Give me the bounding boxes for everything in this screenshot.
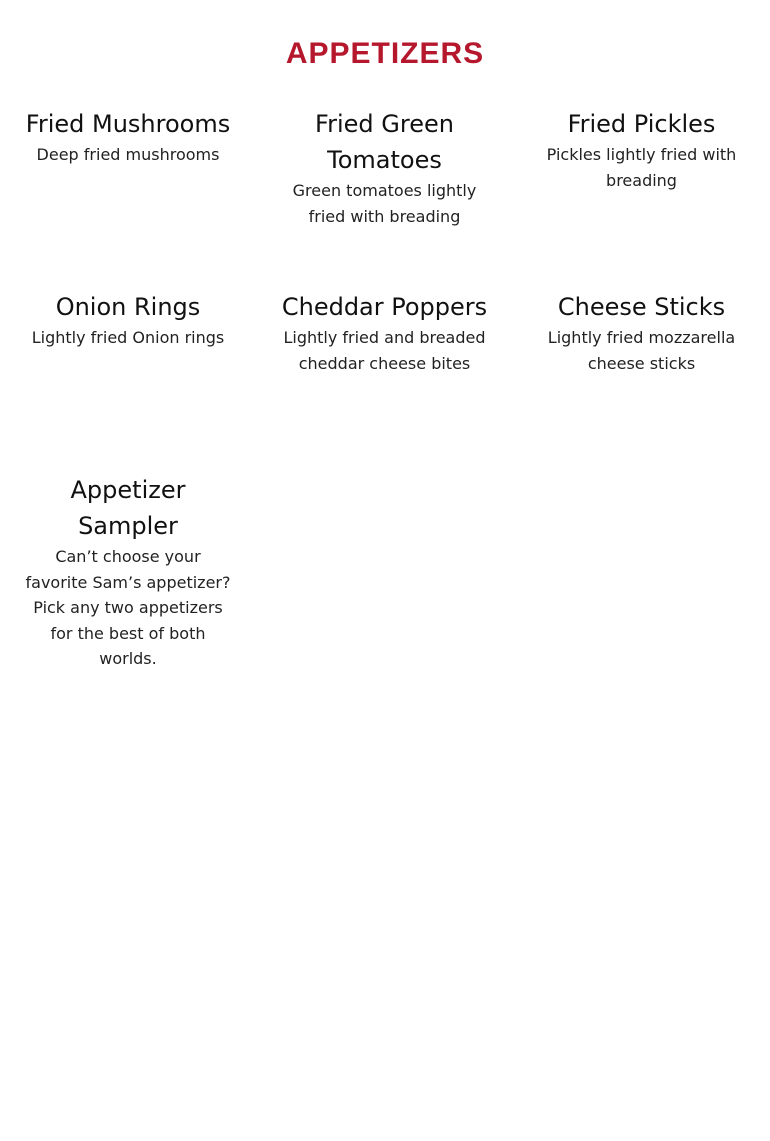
item-description: Lightly fried Onion rings	[31, 328, 225, 347]
menu-item-appetizer-sampler	[0, 472, 256, 668]
menu-items-grid	[0, 106, 770, 668]
menu-item-cheese-sticks	[513, 289, 770, 472]
item-description: Deep fried mushrooms	[36, 145, 220, 164]
item-name: Onion Rings	[55, 293, 201, 321]
item-description: Lightly fried and breaded cheddar cheese bites	[283, 328, 486, 373]
item-description: Pickles lightly fried with breading	[546, 145, 737, 190]
item-description: Lightly fried mozzarella cheese sticks	[547, 328, 736, 373]
item-name: Cheese Sticks	[557, 293, 726, 321]
menu-item-cheddar-poppers	[256, 289, 513, 472]
item-name: Cheddar Poppers	[281, 293, 488, 321]
section-title: APPETIZERS	[285, 37, 485, 70]
menu-item-fried-mushrooms	[0, 106, 256, 289]
item-name: Fried Pickles	[567, 110, 716, 138]
item-name: Appetizer Sampler	[70, 476, 186, 540]
item-name: Fried Green Tomatoes	[315, 110, 454, 174]
menu-item-fried-pickles	[513, 106, 770, 289]
item-name: Fried Mushrooms	[25, 110, 231, 138]
menu-item-fried-green-tomatoes	[256, 106, 513, 289]
item-description: Can’t choose your favorite Sam’s appetizer? Pick any two appetizers for the best of both worlds.	[25, 547, 231, 668]
item-description: Green tomatoes lightly fried with breading	[292, 181, 477, 226]
menu-item-onion-rings	[0, 289, 256, 472]
